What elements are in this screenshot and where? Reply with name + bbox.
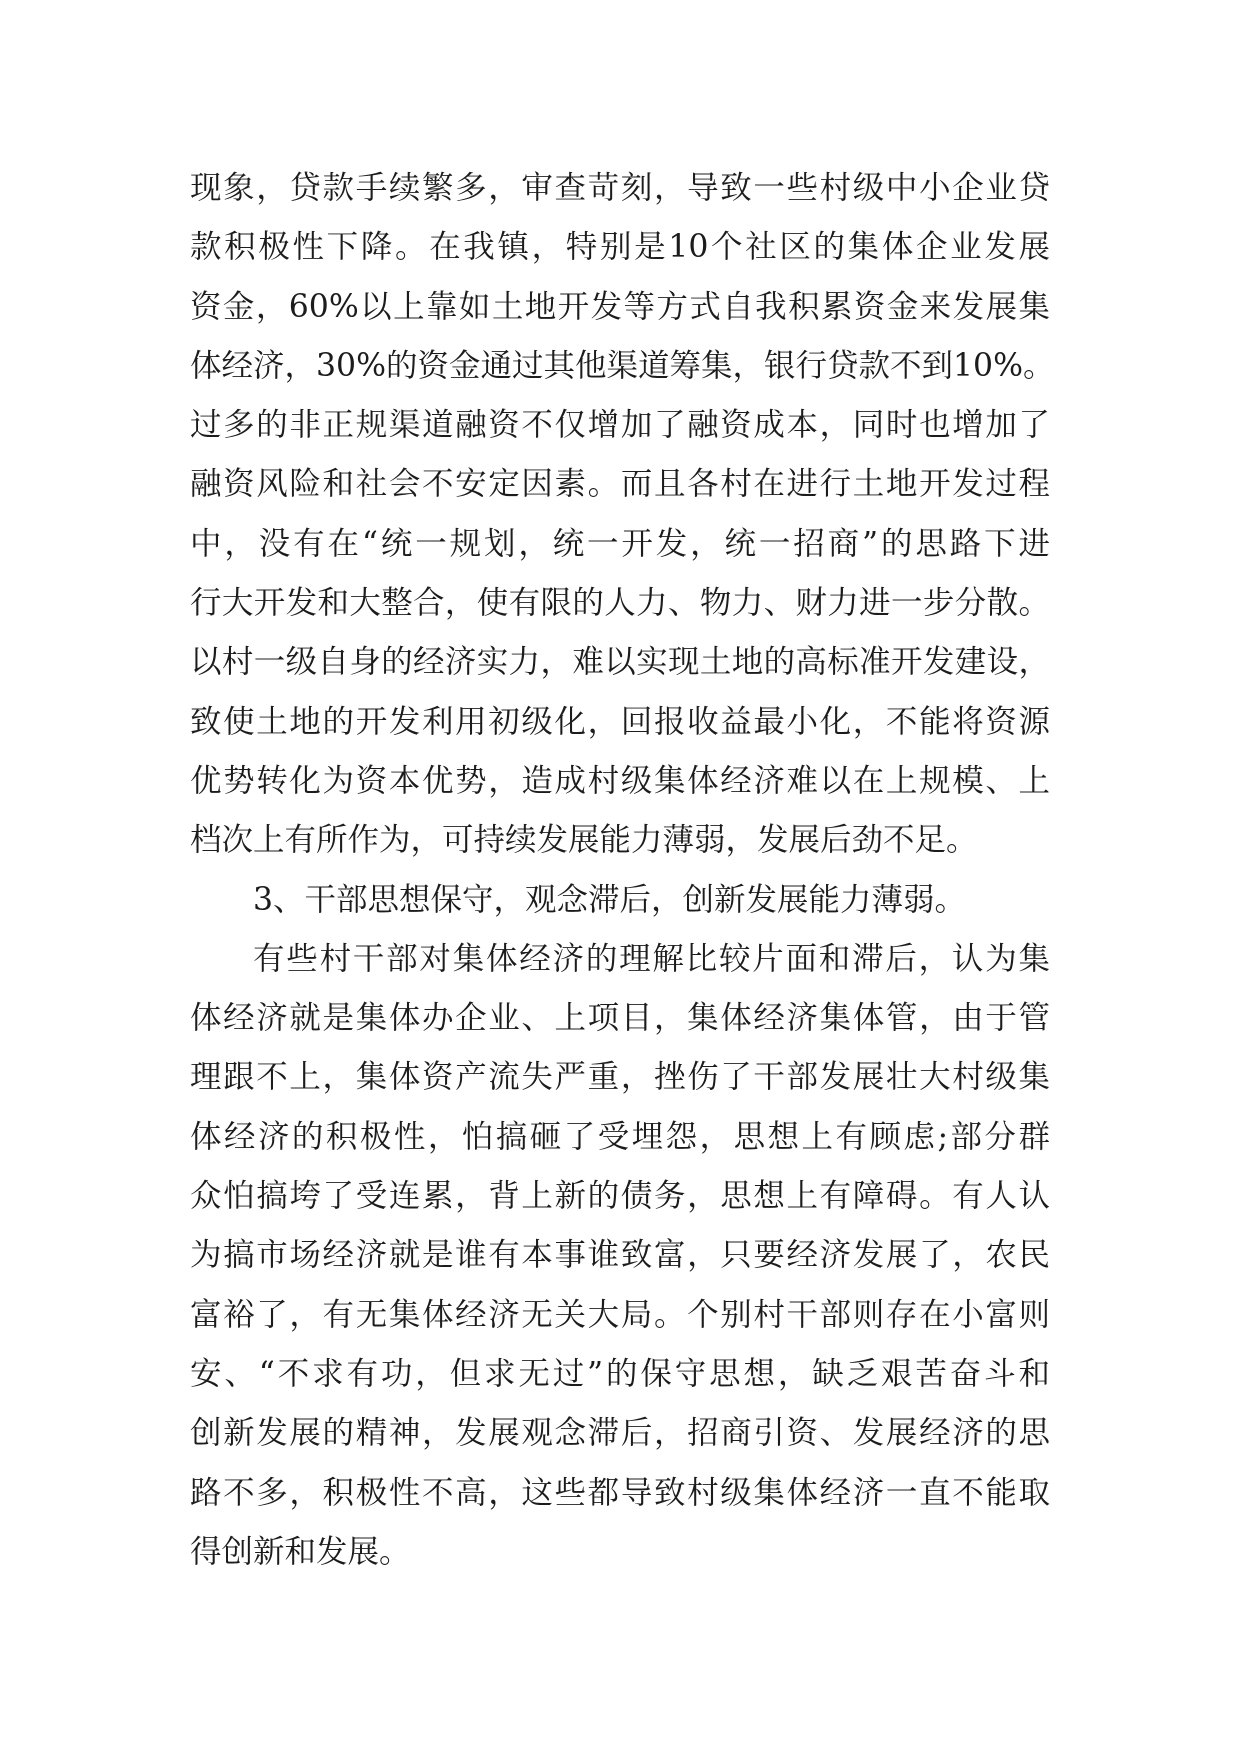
text-line: 有些村干部对集体经济的理解比较片面和滞后，认为集 [253, 940, 1050, 977]
text-line: 创新发展的精神，发展观念滞后，招商引资、发展经济的思 [190, 1415, 1050, 1452]
body-text [190, 159, 1055, 1582]
text-line: 优势转化为资本优势，造成村级集体经济难以在上规模、上 [190, 762, 1050, 799]
text-line: 现象，贷款手续繁多，审查苛刻，导致一些村级中小企业贷 [190, 170, 1050, 206]
text-line: 3、干部思想保守，观念滞后，创新发展能力薄弱。 [253, 881, 967, 918]
text-line: 行大开发和大整合，使有限的人力、物力、财力进一步分散。 [190, 585, 1050, 622]
text-line: 资金，60%以上靠如土地开发等方式自我积累资金来发展集 [190, 288, 1050, 325]
text-line: 致使土地的开发利用初级化，回报收益最小化，不能将资源 [190, 703, 1050, 740]
text-line: 体经济，30%的资金通过其他渠道筹集，银行贷款不到10%。 [190, 347, 1055, 384]
text-line: 众怕搞垮了受连累，背上新的债务，思想上有障碍。有人认 [190, 1178, 1050, 1215]
text-line: 为搞市场经济就是谁有本事谁致富，只要经济发展了，农民 [190, 1237, 1050, 1274]
text-line: 富裕了，有无集体经济无关大局。个别村干部则存在小富则 [190, 1296, 1050, 1333]
text-line: 档次上有所作为，可持续发展能力薄弱，发展后劲不足。 [190, 822, 978, 859]
text-line: 以村一级自身的经济实力，难以实现土地的高标准开发建设， [190, 644, 1050, 681]
text-line: 得创新和发展。 [190, 1533, 411, 1570]
text-line: 融资风险和社会不安定因素。而且各村在进行土地开发过程 [190, 466, 1050, 503]
text-line: 理跟不上，集体资产流失严重，挫伤了干部发展壮大村级集 [190, 1059, 1050, 1096]
text-line: 体经济就是集体办企业、上项目，集体经济集体管，由于管 [190, 1000, 1050, 1037]
text-line: 路不多，积极性不高，这些都导致村级集体经济一直不能取 [190, 1474, 1050, 1511]
text-line: 中，没有在“统一规划，统一开发，统一招商”的思路下进 [190, 525, 1050, 562]
text-line: 安、“不求有功，但求无过”的保守思想，缺乏艰苦奋斗和 [190, 1355, 1050, 1392]
text-line: 款积极性下降。在我镇，特别是10个社区的集体企业发展 [190, 229, 1050, 266]
text-line: 体经济的积极性，怕搞砸了受埋怨，思想上有顾虑;部分群 [190, 1118, 1050, 1155]
text-line: 过多的非正规渠道融资不仅增加了融资成本，同时也增加了 [190, 407, 1050, 444]
